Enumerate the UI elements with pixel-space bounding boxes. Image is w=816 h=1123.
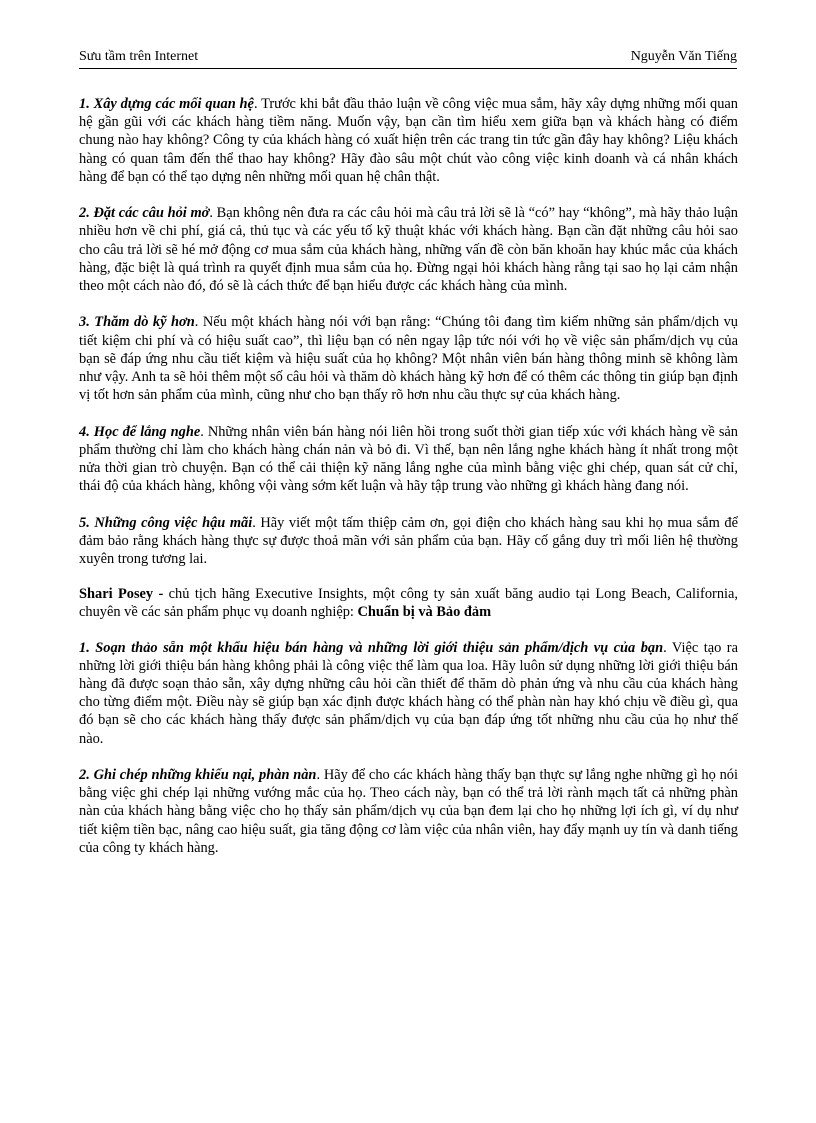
paragraph-open-questions: [79, 204, 738, 295]
header-author: Nguyễn Văn Tiếng: [630, 49, 737, 64]
paragraph-text: . Nếu một khách hàng nói với bạn rằng: “Chúng tôi đang tìm kiếm những sản phẩm/dịch vụ tiết kiệm chi phí và có hiệu suất cao”, thì liệu bạn có nên ngay lập tức nói với họ về việc sản phẩm/dịch vụ của bạn sẽ đáp ứng nhu cầu tiết kiệm và hiệu suất của họ không? Một nhân viên bán hàng thông minh sẽ không làm như vậy. Anh ta sẽ hỏi thêm một số câu hỏi và thăm dò khách hàng kỹ hơn để có thêm các thông tin giúp bạn định vị tốt hơn sản phẩm của mình, cũng như cho bạn thấy rõ hơn nhu cầu thực sự của khách hàng.: [79, 314, 738, 404]
paragraph-text: . Việc tạo ra những lời giới thiệu bán hàng không phải là công việc thể làm qua loa. Hãy luôn sử dụng những lời giới thiệu bán hàng đã được soạn thảo sẵn, xây dựng những câu hỏi cần thiết để thăm dò phản ứng và nhu cầu của khách hàng cho từng điểm một. Điều này sẽ giúp bạn xác định được khách hàng có thể phàn nàn hay khó chịu về điều gì, qua đó bạn sẽ cho các khách hàng thấy được sản phẩm/dịch vụ của bạn đáp ứng tốt những nhu cầu của họ như thế nào.: [79, 639, 738, 747]
paragraph-text: . Hãy viết một tấm thiệp cảm ơn, gọi điện cho khách hàng sau khi họ mua sắm để đảm bảo rằng khách hàng thực sự được thoả mãn với sản phẩm của bạn. Hãy cố gắng duy trì mối liên hệ thường xuyên trong tương lai.: [79, 514, 738, 568]
header-source: Sưu tầm trên Internet: [79, 49, 199, 64]
paragraph-heading: 5. Những công việc hậu mãi: [79, 514, 253, 531]
paragraph-heading: 2. Ghi chép những khiếu nại, phàn nàn: [79, 767, 317, 784]
paragraph-heading: 1. Xây dựng các mối quan hệ: [79, 96, 254, 112]
paragraph-heading: 4. Học để lắng nghe: [79, 423, 201, 440]
paragraph-heading: 3. Thăm dò kỹ hơn: [79, 314, 195, 331]
paragraph-text: chủ tịch hãng Executive Insights, một công ty sản xuất băng audio tại Long Beach, California, chuyên về các sản phẩm phục vụ doanh nghiệp:: [79, 586, 738, 621]
document-body: [79, 95, 738, 875]
paragraph-heading: 1. Soạn thảo sẵn một khẩu hiệu bán hàng và những lời giới thiệu sản phẩm/dịch vụ của bạn: [79, 639, 664, 656]
paragraph-text: . Những nhân viên bán hàng nói liên hồi trong suốt thời gian tiếp xúc với khách hàng về sản phẩm thường chỉ làm cho khách hàng chán nản và bỏ đi. Vì thế, bạn nên lắng nghe khách hàng ít nhất trong một nửa thời gian trò chuyện. Bạn có thể cải thiện kỹ năng lắng nghe của mình bằng việc ghi chép, quan sát cử chỉ, thái độ của khách hàng, không vội vàng sớm kết luận và hãy tập trung vào những gì khách hàng đang nói.: [79, 423, 738, 495]
paragraph-text: . Bạn không nên đưa ra các câu hỏi mà câu trả lời sẽ là “có” hay “không”, mà hãy thảo luận nhiều hơn về chi phí, giá cả, thủ tục và các yếu tố kỹ thuật khác với khách hàng. Bạn cần đặt những câu hỏi sao cho câu trả lời sẽ hé mở động cơ mua sắm của khách hàng, những vấn đề còn băn khoăn hay khúc mắc của khách hàng, đặc biệt là quá trình ra quyết định mua sắm của họ. Đừng ngại hỏi khách hàng rằng tại sao họ lại cảm nhận theo một cách nào đó, đó sẽ là cách thức để bạn hiểu được các khách hàng của mình.: [79, 205, 738, 295]
paragraph-after-sales: [79, 514, 738, 569]
section-emphasis: Chuẩn bị và Bảo đảm: [357, 604, 492, 621]
paragraph-probe-deeper: [79, 313, 738, 404]
paragraph-prepare-pitch: [79, 639, 738, 748]
person-name: Shari Posey -: [79, 586, 169, 603]
page-header: [79, 48, 737, 69]
paragraph-heading: 2. Đặt các câu hỏi mở: [79, 205, 210, 222]
paragraph-text: . Hãy để cho các khách hàng thấy bạn thực sự lắng nghe những gì họ nói bằng việc ghi chép lại những vướng mắc của họ. Theo cách này, bạn có thể trả lời rành mạch tất cả những phàn nàn của khách hàng bằng việc cho họ thấy sản phẩm/dịch vụ của bạn đem lại cho họ những lợi ích gì, ví dụ như tiết kiệm tiền bạc, nâng cao hiệu suất, gia tăng động cơ làm việc của nhân viên, hay đẩy mạnh uy tín và danh tiếng của công ty khách hàng.: [79, 767, 738, 856]
paragraph-record-complaints: [79, 766, 738, 857]
paragraph-text: . Trước khi bắt đầu thảo luận về công việc mua sắm, hãy xây dựng những mối quan hệ gần gũi với các khách hàng tiềm năng. Muốn vậy, bạn cần tìm hiểu xem giữa bạn và khách hàng có điểm chung nào hay không? Công ty của khách hàng có xuất hiện trên các trang tin tức gần đây hay không? Liệu khách hàng có quan tâm đến thể thao hay không? Hãy đào sâu một chút vào công việc kinh doanh và cá nhân khách hàng để bạn có thể tạo dựng nên những mối quan hệ chân thật.: [79, 96, 738, 185]
paragraph-build-relationships: [79, 95, 738, 186]
paragraph-intro-shari-posey: [79, 585, 738, 621]
paragraph-learn-to-listen: [79, 423, 738, 496]
